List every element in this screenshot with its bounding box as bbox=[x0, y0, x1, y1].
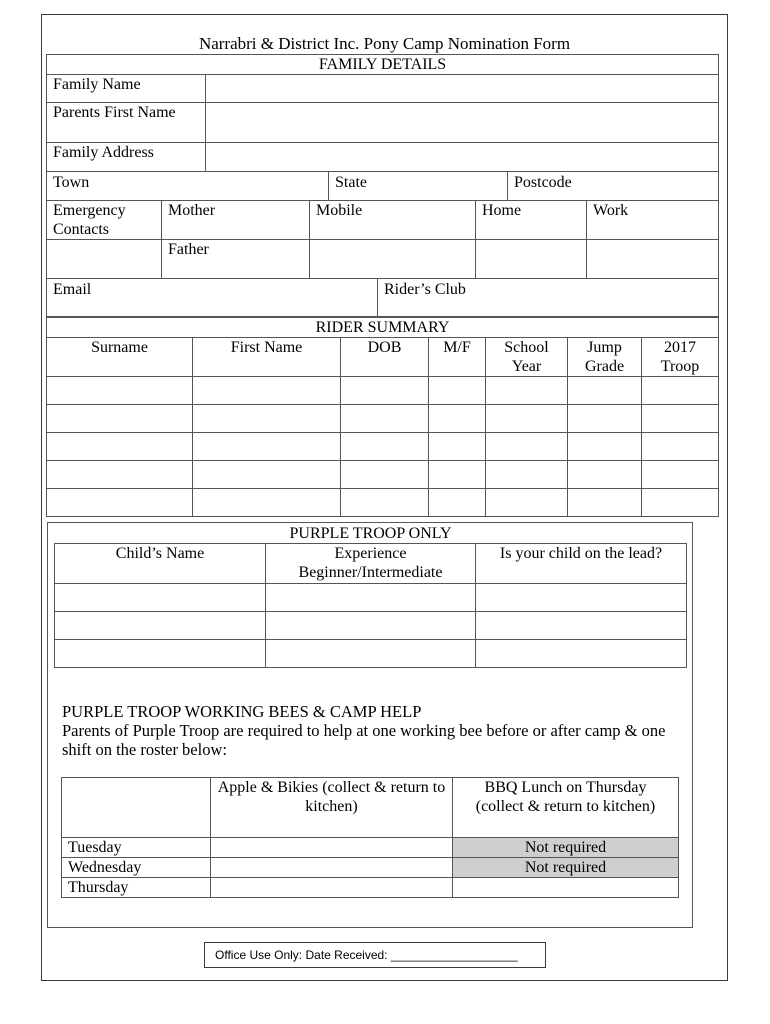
day-wednesday: Wednesday bbox=[62, 858, 211, 878]
parents-first-name-field[interactable] bbox=[206, 103, 719, 143]
col-dob: DOB bbox=[341, 338, 429, 377]
email-field[interactable] bbox=[47, 279, 378, 317]
postcode-field[interactable] bbox=[508, 172, 719, 201]
purple-troop-heading: PURPLE TROOP ONLY bbox=[55, 524, 687, 544]
col-gender: M/F bbox=[429, 338, 486, 377]
father-work-field[interactable] bbox=[587, 240, 719, 279]
riders-club-field[interactable] bbox=[378, 279, 719, 317]
riders-club-label: Rider’s Club bbox=[384, 281, 466, 298]
table-row bbox=[47, 489, 719, 517]
family-details-heading: FAMILY DETAILS bbox=[47, 55, 719, 75]
father-mobile-field[interactable] bbox=[310, 240, 476, 279]
family-address-label: Family Address bbox=[47, 143, 206, 172]
home-label: Home bbox=[482, 202, 522, 219]
wednesday-apple-field[interactable] bbox=[211, 858, 453, 878]
emergency-contacts-label: Emergency Contacts bbox=[47, 201, 162, 240]
purple-troop-table bbox=[54, 524, 687, 668]
state-field[interactable] bbox=[329, 172, 508, 201]
roster-corner bbox=[62, 778, 211, 838]
col-first-name: First Name bbox=[193, 338, 341, 377]
mother-label: Mother bbox=[162, 201, 310, 240]
state-label: State bbox=[335, 174, 367, 191]
parents-first-name-label: Parents First Name bbox=[47, 103, 206, 143]
table-row bbox=[62, 858, 679, 878]
postcode-label: Postcode bbox=[514, 174, 572, 191]
office-use-box: Office Use Only: Date Received: ___________________ bbox=[204, 942, 546, 968]
table-row bbox=[62, 878, 679, 898]
col-2017-troop: 2017 Troop bbox=[642, 338, 719, 377]
family-name-field[interactable] bbox=[206, 75, 719, 103]
mother-work-field[interactable] bbox=[587, 201, 719, 240]
form-title: Narrabri & District Inc. Pony Camp Nomination Form bbox=[198, 34, 571, 53]
tuesday-apple-field[interactable] bbox=[211, 838, 453, 858]
table-row bbox=[55, 612, 687, 640]
roster-table bbox=[61, 777, 679, 898]
work-label: Work bbox=[593, 202, 629, 219]
col-experience: Experience Beginner/Intermediate bbox=[266, 544, 476, 584]
col-surname: Surname bbox=[47, 338, 193, 377]
thursday-bbq-field[interactable] bbox=[453, 878, 679, 898]
father-label: Father bbox=[162, 240, 310, 279]
rider-summary-heading: RIDER SUMMARY bbox=[47, 318, 719, 338]
day-tuesday: Tuesday bbox=[62, 838, 211, 858]
mother-mobile-field[interactable] bbox=[310, 201, 476, 240]
thursday-apple-field[interactable] bbox=[211, 878, 453, 898]
wednesday-bbq-not-required: Not required bbox=[453, 858, 679, 878]
col-apple-bikies: Apple & Bikies (collect & return to kitchen) bbox=[211, 778, 453, 838]
day-thursday: Thursday bbox=[62, 878, 211, 898]
rider-summary-table bbox=[46, 317, 719, 517]
mother-home-field[interactable] bbox=[476, 201, 587, 240]
table-row bbox=[55, 584, 687, 612]
table-row bbox=[55, 640, 687, 668]
town-field[interactable] bbox=[47, 172, 329, 201]
mobile-label: Mobile bbox=[316, 202, 363, 219]
email-label: Email bbox=[53, 281, 92, 298]
family-name-label: Family Name bbox=[47, 75, 206, 103]
table-row bbox=[47, 461, 719, 489]
town-label: Town bbox=[53, 174, 90, 191]
emergency-contacts-spacer bbox=[47, 240, 162, 279]
tuesday-bbq-not-required: Not required bbox=[453, 838, 679, 858]
col-child-name: Child’s Name bbox=[55, 544, 266, 584]
col-school-year: School Year bbox=[486, 338, 568, 377]
table-row bbox=[47, 405, 719, 433]
working-bees-description: Parents of Purple Troop are required to help at one working bee before or after camp & one shift on the roster below: bbox=[62, 721, 666, 759]
family-details-table bbox=[46, 54, 719, 317]
working-bees-block bbox=[62, 702, 682, 759]
family-address-field[interactable] bbox=[206, 143, 719, 172]
father-home-field[interactable] bbox=[476, 240, 587, 279]
table-row bbox=[62, 838, 679, 858]
col-jump-grade: Jump Grade bbox=[568, 338, 642, 377]
col-bbq-lunch: BBQ Lunch on Thursday (collect & return to kitchen) bbox=[453, 778, 679, 838]
table-row bbox=[47, 377, 719, 405]
table-row bbox=[47, 433, 719, 461]
col-on-lead: Is your child on the lead? bbox=[476, 544, 687, 584]
working-bees-heading: PURPLE TROOP WORKING BEES & CAMP HELP bbox=[62, 702, 422, 721]
